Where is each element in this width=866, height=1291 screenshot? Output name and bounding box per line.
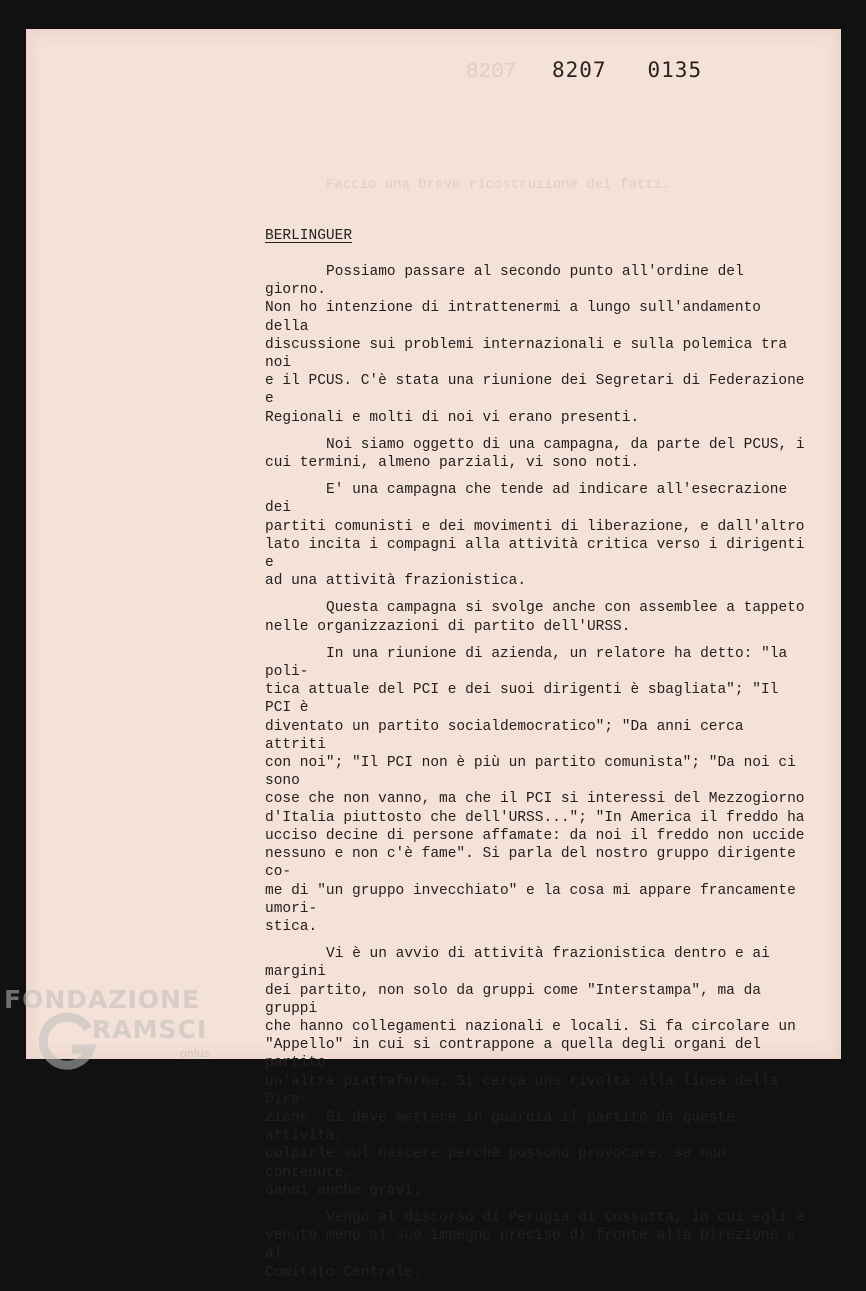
paragraph-2: Noi siamo oggetto di una campagna, da parte del PCUS, i cui termini, almeno parziali, vi sono noti. xyxy=(265,436,805,472)
transcript-body xyxy=(265,263,810,1291)
document-number-left: 8207 xyxy=(552,58,607,82)
watermark-line1: FONDAZIONE xyxy=(4,985,201,1014)
paragraph-6: Vi è un avvio di attività frazionistica dentro e ai margini dei partito, non solo da gruppi come "Interstampa", ma da gruppi che hanno collegamenti nazionali e locali. Si fa circolare un "Appello" in cui si contrappone a quella degli organi del partito un'altra piattaforma. Si cerca una rivolta alla linea della Dire- zione. Si deve mettere in guardia il partito da queste attività, colpirle sul nascere perchè possono provocare, se non contenute, danni anche gravi. xyxy=(265,946,796,1199)
speaker-heading: BERLINGUER xyxy=(265,228,353,244)
bleed-through-text: Faccio una breve ricostruzione dei fatti. xyxy=(326,177,671,193)
paragraph-4: Questa campagna si svolge anche con assemblee a tappeto nelle organizzazioni di partito dell'URSS. xyxy=(265,600,805,635)
watermark-line2: RAMSCI xyxy=(92,1015,208,1044)
gramsci-g-logo-icon xyxy=(38,1011,98,1071)
document-number-right: 0135 xyxy=(647,58,703,82)
paragraph-1: Possiamo passare al secondo punto all'ordine del giorno. Non ho intenzione di intrattenermi a lungo sull'andamento della discussione sui problemi internazionali e sulla polemica tra noi e il PCUS. C'è stata una riunione dei Segretari di Federazione e Regionali e molti di noi vi erano presenti. xyxy=(265,264,805,426)
bleed-through-number: 8207 xyxy=(466,61,517,84)
watermark-suffix: onlus xyxy=(180,1047,210,1060)
paragraph-7: Vengo al discorso di Perugia di Cossutta, in cui egli è venuto meno al suo impegno preciso di fronte alla Direzione e al Comitato Centrale. xyxy=(265,1209,805,1281)
paragraph-3: E' una campagna che tende ad indicare all'esecrazione dei partiti comunisti e dei movimenti di liberazione, e dall'altro lato incita i compagni alla attività critica verso i dirigenti e ad una attività frazionistica. xyxy=(265,482,805,590)
document-number xyxy=(552,58,702,82)
fondazione-gramsci-watermark xyxy=(4,985,224,1075)
paragraph-5: In una riunione di azienda, un relatore ha detto: "la poli- tica attuale del PCI e dei suoi dirigenti è sbagliata"; "Il PCI è diventato un partito socialdemocratico"; "Da anni cerca attriti con noi"; "Il PCI non è più un partito comunista"; "Da noi ci sono cose che non vanno, ma che il PCI si interessi del Mezzogiorno d'Italia piuttosto che dell'URSS..."; "In America il freddo ha ucciso decine di persone affamate: da noi il freddo non uccide nessuno e non c'è fame". Si parla del nostro gruppo dirigente co- me di "un gruppo invecchiato" e la cosa mi appare francamente umori- stica. xyxy=(265,645,805,935)
